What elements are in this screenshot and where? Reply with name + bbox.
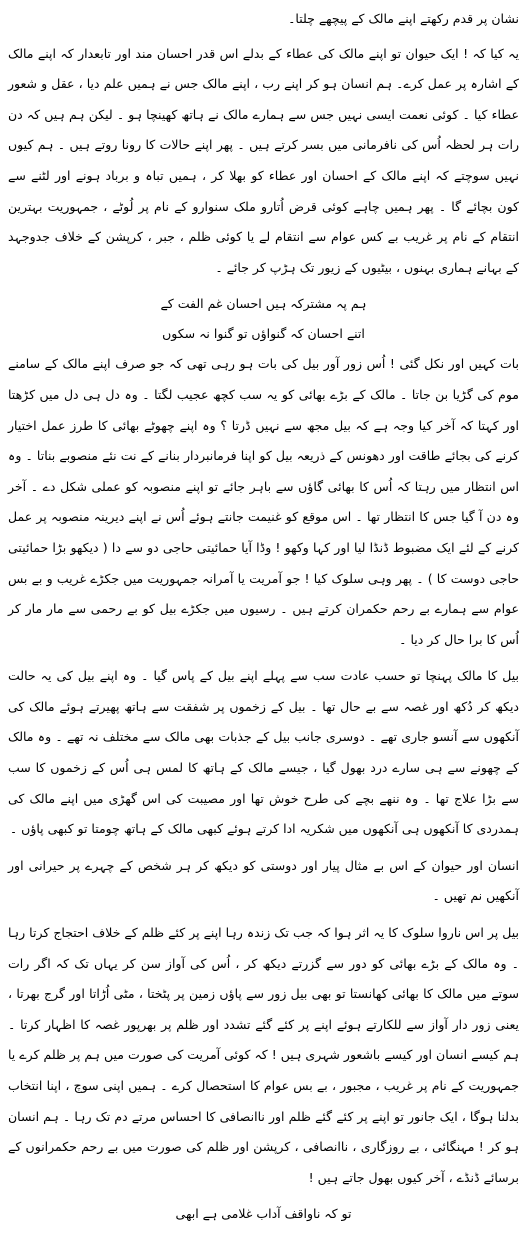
paragraph-opening-line: نشان پر قدم رکھتے اپنے مالک کے پیچھے چلتا۔: [288, 11, 519, 26]
verse-line-1: ہم پہ مشترکہ ہیں احسان غم الفت کے: [160, 296, 367, 312]
paragraph-gratitude: یہ کیا کہ ! ایک حیوان تو اپنے مالک کی عطاء کے بدلے اس قدر احسان مند اور تابعدار کہ اپنے مالک کے اشارہ پر عمل کرے۔ ہم انسان ہو کر اپنے رب ، اپنے مالک جس نے ہمیں علم دیا ، عقل و شعور عطاء کیا ۔ کوئی نعمت ایسی نہیں جس سے ہمارے مالک نے ہاتھ کھینچا ہو ۔ لیکن ہم ہیں کہ دن رات ہر لحظہ اُس کی نافرمانی میں بسر کرتے ہیں ۔ پھر اپنے حالات کا رونا روتے ہیں ۔ ہم کیوں نہیں سوچتے کہ اپنے مالک کے احسان اور عطاء کو بھلا کر ، ہمیں تباہ و برباد ہونے اور لٹنے سے کون بچائے گا ۔ پھر ہمیں چاہے کوئی قرض اُتارو ملک سنوارو کے نام پر لُوٹے ، جمہوریت بہترین انتقام کے نام پر غریب بے کس عوام سے انتقام لے یا کوئی ظلم ، جبر ، کرپشن کے خلاف جدوجہد کے بہانے ہماری بہنوں ، بیٹیوں کے زیور تک ہڑپ کر جائے ۔: [8, 45, 519, 275]
paragraph-owner-returns: بیل کا مالک پہنچا تو حسب عادت سب سے پہلے اپنے بیل کے پاس گیا ۔ وہ اپنے بیل کی یہ حالت دیکھ کر دُکھ اور غصہ سے بے حال تھا ۔ بیل کے زخموں پر شفقت سے ہاتھ پھیرتے ہوئے مالک کی آنکھوں سے آنسو جاری تھے ۔ دوسری جانب بیل کے جذبات بھی مالک سے مختلف نہ تھے ۔ وہ مالک کے چھونے سے ہی سارے درد بھول گیا ، جیسے مالک کے ہاتھ کا لمس ہی اُس کے زخموں کا سب سے بڑا علاج تھا ۔ وہ ننھے بچے کی طرح خوش تھا اور مصیبت کی اس گھڑی میں اپنے مالک کی ہمدردی کا آنکھوں ہی آنکھوں میں شکریہ ادا کرتے ہوئے کبھی مالک کے ہاتھ چومتا تو کبھی پاؤں ۔: [8, 668, 519, 837]
paragraph-friendship: انسان اور حیوان کے اس بے مثال پیار اور دوستی کو دیکھ کر ہر شخص کے چہرے پر حیرانی اور آنکھیں نم تھیں ۔: [8, 857, 519, 904]
paragraph-protest: بیل پر اس ناروا سلوک کا یہ اثر ہوا کہ جب تک زندہ رہا اپنے پر کئے ظلم کے خلاف احتجاج کرتا رہا ۔ وہ مالک کے بڑے بھائی کو دور سے گزرتے دیکھ کر ، اُس کی آواز سن کر یہاں تک کہ اگر رات سوتے میں مالک کا بھائی کھانستا تو بھی بیل زور سے پاؤں زمین پر پٹختا ، مٹی اُڑاتا اور گرج بھرتا ، یعنی زور دار آواز سے للکارتے ہوئے اپنے پر کئے گئے تشدد اور ظلم پر بھرپور غصہ کا اظہار کرتا ۔ ہم کیسے انسان اور کیسے باشعور شہری ہیں ! کہ کوئی آمریت کی صورت میں ہم پر ظلم کرے یا جمہوریت کے نام پر غریب ، مجبور ، بے بس عوام کا استحصال کرے ۔ ہمیں اپنی سوچ ، اپنا انتخاب بدلنا ہوگا ، ایک جانور تو اپنے پر کئے گئے ظلم اور ناانصافی کا احساس مرتے دم تک رہا ۔ ہم انسان ہو کر ! مہنگائی ، بے روزگاری ، ناانصافی ، کرپشن اور ظلم کی صورت میں بے رحم حکمرانوں کے برسائے ڈنڈے ، آخر کیوں بھول جاتے ہیں !: [8, 925, 519, 1185]
closing-verse: تو کہ ناواقف آداب غلامی ہے ابھی: [175, 1206, 352, 1222]
verse-line-2: اتنے احسان کہ گنواؤں تو گنوا نہ سکوں: [162, 326, 365, 342]
paragraph-brother-story: بات کہیں اور نکل گئی ! اُس زور آور بیل کی بات ہو رہی تھی کہ جو صرف اپنے مالک کے سامنے موم کی گڑیا بن جاتا ۔ مالک کے بڑے بھائی کو یہ سب کچھ عجیب لگتا ۔ وہ دل ہی دل میں کڑھتا اور کہتا کہ آخر کیا وجہ ہے کہ بیل مجھ سے نہیں ڈرتا ؟ وہ اپنے چھوٹے بھائی کا طرز عمل اختیار کرنے کی بجائے طاقت اور دھونس کے ذریعہ بیل کو اپنا فرمانبردار بنانے کے نت نئے منصوبے بناتا ۔ وہ اس انتظار میں رہتا کہ اُس کا بھائی گاؤں سے باہر جائے تو اپنے منصوبہ کو عملی شکل دے ۔ آخر وہ دن آ گیا جس کا انتظار تھا ۔ اس موقع کو غنیمت جانتے ہوئے اُس نے اپنے دیرینہ منصوبہ پر عمل کرنے کے لئے ایک مضبوط ڈنڈا لیا اور کہا وکھو ! وڈا آیا حمائیتی حاجی دو سے دا ( دیکھو بڑا حمائیتی حاجی دوست کا ) ۔ پھر وہی سلوک کیا ! جو آمریت یا آمرانہ جمہوریت میں جکڑے غریب و بے بس عوام سے ہمارے بے رحم حکمران کرتے ہیں ۔ رسیوں میں جکڑے بیل کو بے رحمی سے مار مار کر اُس کا برا حال کر دیا ۔: [8, 356, 519, 647]
